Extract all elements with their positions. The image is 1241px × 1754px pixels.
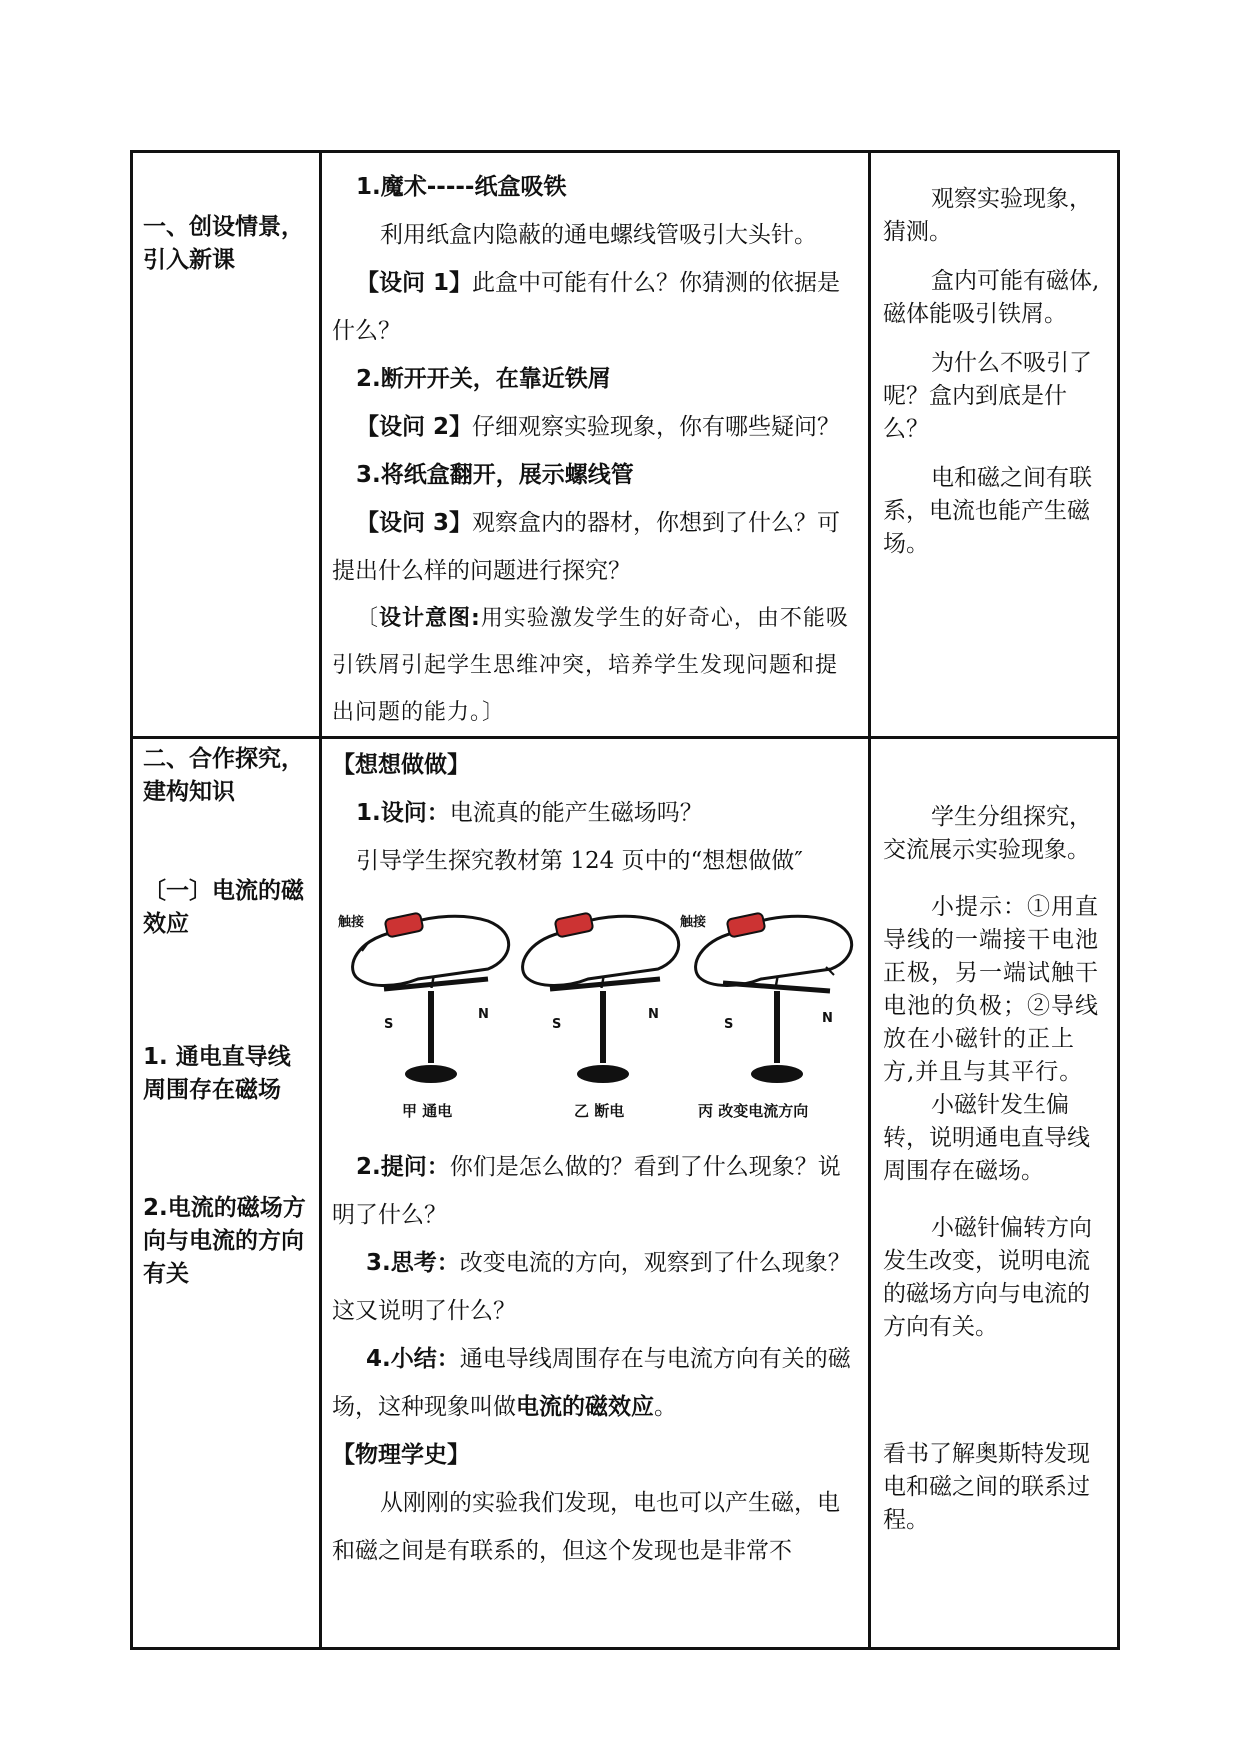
question-label: 2.提问： bbox=[356, 1154, 450, 1180]
student-note: 电和磁之间有联系，电流也能产生磁场。 bbox=[883, 465, 1092, 557]
question-label: 【设问 3】 bbox=[356, 510, 473, 536]
student-note: 小提示：①用直导线的一端接干电池正极，另一端试触干电池的负极；②导线放在小磁针的正上方,并且与其平行。 bbox=[883, 894, 1099, 1085]
figure-caption-a: 甲 通电 bbox=[402, 1102, 453, 1120]
teacher-activity-cell bbox=[321, 152, 870, 738]
question-text: 改变电流的方向，观察到了什么现象？这又说明了什么？ bbox=[332, 1250, 851, 1324]
subsection-heading: 〔一〕电流的磁效应 bbox=[143, 878, 304, 937]
step-title: 3.将纸盒翻开，展示螺线管 bbox=[356, 462, 634, 488]
intent-text: 用实验激发学生的好奇心，由不能吸引铁屑引起学生思维冲突，培养学生发现问题和提出问题的能力。〕 bbox=[332, 606, 849, 725]
question-text: 仔细观察实验现象，你有哪些疑问？ bbox=[472, 414, 841, 440]
student-note: 小磁针偏转方向发生改变，说明电流的磁场方向与电流的方向有关。 bbox=[883, 1215, 1092, 1340]
block-title: 【想想做做】 bbox=[332, 752, 470, 778]
step-title: 1.魔术-----纸盒吸铁 bbox=[356, 174, 567, 200]
pole-n: N bbox=[648, 1007, 659, 1022]
student-note: 小磁针发生偏转，说明通电直导线周围存在磁场。 bbox=[883, 1092, 1090, 1184]
touch-label: 触接 bbox=[680, 915, 707, 930]
teacher-activity-cell bbox=[321, 738, 870, 1649]
subsection-heading: 2.电流的磁场方向与电流的方向有关 bbox=[143, 1195, 306, 1287]
design-intent bbox=[332, 595, 858, 736]
student-note: 观察实验现象，猜测。 bbox=[883, 186, 1092, 245]
question-3 bbox=[332, 499, 858, 595]
section-heading: 一、创设情景，引入新课 bbox=[143, 214, 304, 273]
table-row bbox=[132, 738, 1119, 1649]
pole-n: N bbox=[478, 1007, 489, 1022]
student-note: 学生分组探究，交流展示实验现象。 bbox=[883, 804, 1092, 863]
question-text: 此盒中可能有什么？你猜测的依据是什么？ bbox=[332, 270, 841, 344]
summary-text: 通电导线周围存在与电流方向有关的磁场，这种现象叫做 bbox=[332, 1346, 851, 1420]
step-text: 利用纸盒内隐蔽的通电螺线管吸引大头针。 bbox=[380, 222, 817, 248]
question-2 bbox=[332, 1143, 858, 1239]
student-activity-cell bbox=[870, 152, 1119, 738]
student-note: 盒内可能有磁体,磁体能吸引铁屑。 bbox=[883, 268, 1100, 327]
question-label: 1.设问： bbox=[356, 800, 450, 826]
question-text: 你们是怎么做的？看到了什么现象？说明了什么？ bbox=[332, 1154, 841, 1228]
pole-n: N bbox=[822, 1011, 833, 1026]
student-note: 看书了解奥斯特发现电和磁之间的联系过程。 bbox=[883, 1441, 1090, 1533]
question-1 bbox=[332, 789, 858, 837]
touch-label: 触接 bbox=[338, 915, 365, 930]
block-title: 【物理学史】 bbox=[332, 1442, 470, 1468]
key-term: 电流的磁效应 bbox=[516, 1394, 654, 1420]
lesson-table bbox=[130, 150, 1120, 1650]
history-text: 从刚刚的实验我们发现，电也可以产生磁，电和磁之间是有联系的，但这个发现也是非常不 bbox=[332, 1490, 840, 1564]
question-label: 3.思考： bbox=[366, 1250, 460, 1276]
question-text: 电流真的能产生磁场吗？ bbox=[449, 800, 703, 826]
current-i: I bbox=[774, 977, 779, 992]
question-text: 观察盒内的器材，你想到了什么？可提出什么样的问题进行探究？ bbox=[332, 510, 841, 584]
student-activity-cell bbox=[870, 738, 1119, 1649]
experiment-figure bbox=[338, 891, 858, 1121]
question-2 bbox=[332, 403, 858, 451]
intent-label: 设计意图: bbox=[379, 606, 481, 631]
student-note: 为什么不吸引了呢？盒内到底是什么？ bbox=[883, 350, 1092, 442]
question-label: 【设问 1】 bbox=[356, 270, 473, 296]
current-i: I bbox=[600, 977, 605, 992]
summary-end: 。 bbox=[654, 1394, 677, 1420]
figure-caption-c: 丙 改变电流方向 bbox=[698, 1102, 809, 1120]
section-heading: 二、合作探究，建构知识 bbox=[143, 746, 304, 805]
table-row bbox=[132, 152, 1119, 738]
guide-text: 引导学生探究教材第 124 页中的“想想做做″ bbox=[356, 848, 803, 874]
subsection-heading: 1. 通电直导线周围存在磁场 bbox=[143, 1044, 291, 1103]
question-label: 【设问 2】 bbox=[356, 414, 473, 440]
current-i: I bbox=[430, 977, 435, 992]
question-label: 4.小结： bbox=[366, 1346, 460, 1372]
summary bbox=[332, 1335, 858, 1431]
pole-s: S bbox=[724, 1017, 734, 1032]
question-1 bbox=[332, 259, 858, 355]
section-cell bbox=[132, 738, 321, 1649]
section-cell bbox=[132, 152, 321, 738]
question-3 bbox=[332, 1239, 858, 1335]
pole-s: S bbox=[384, 1017, 394, 1032]
step-title: 2.断开开关，在靠近铁屑 bbox=[356, 366, 611, 392]
intent-open: 〔 bbox=[356, 606, 380, 631]
figure-caption-b: 乙 断电 bbox=[574, 1102, 625, 1120]
pole-s: S bbox=[552, 1017, 562, 1032]
